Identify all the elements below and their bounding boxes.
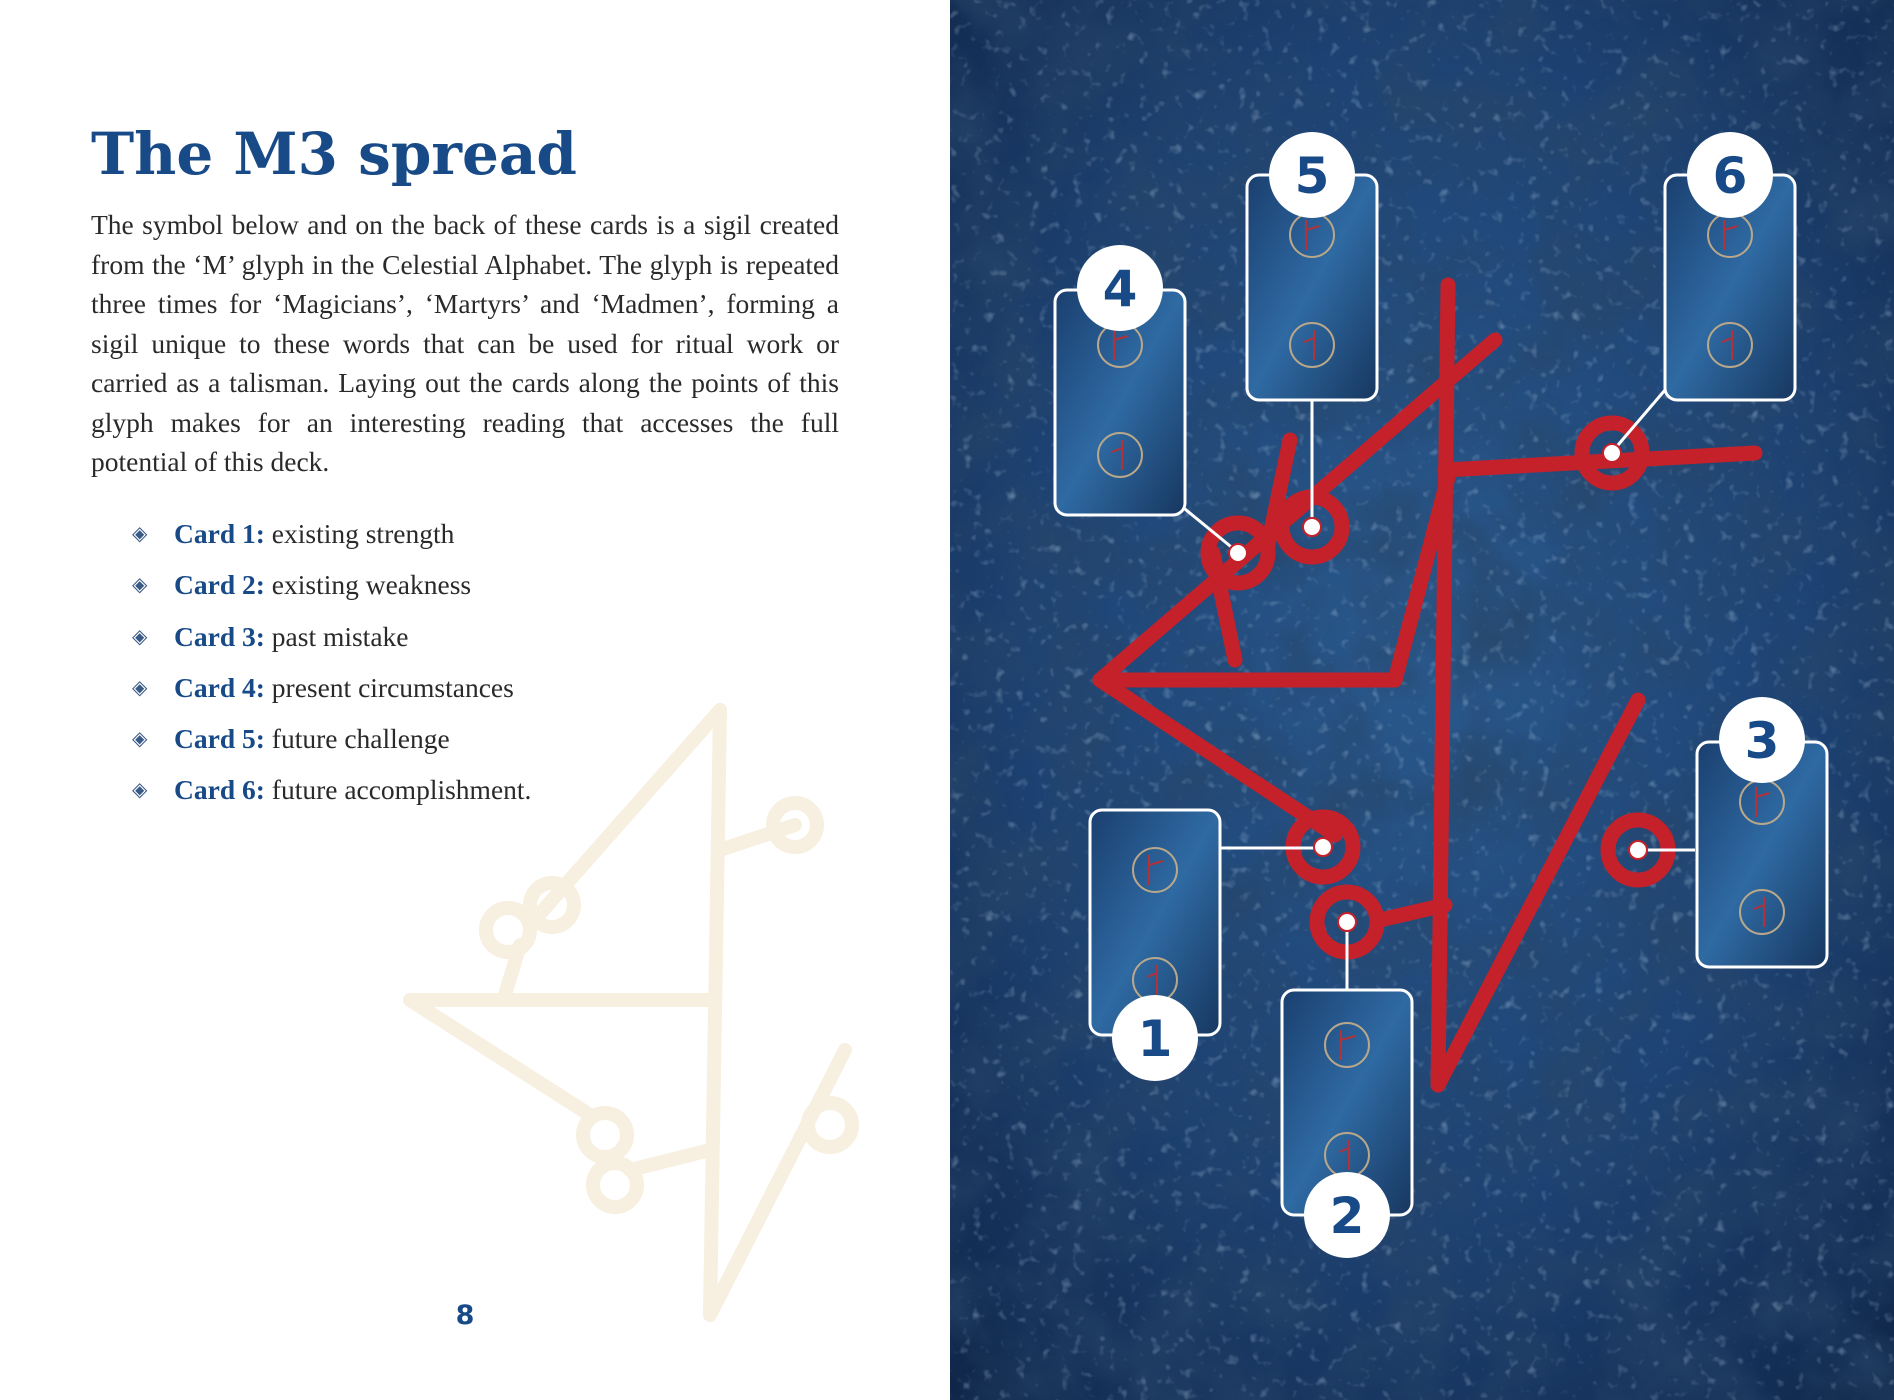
card-list-item-2 bbox=[132, 563, 531, 614]
card-label: Card 1: bbox=[174, 518, 265, 549]
card-meaning-list bbox=[132, 512, 531, 820]
card-label: Card 3: bbox=[174, 620, 265, 652]
card-list-item-3 bbox=[132, 615, 531, 666]
diamond-bullet-icon: ◈ bbox=[132, 625, 148, 648]
card-number: 6 bbox=[1712, 147, 1748, 205]
card-number: 2 bbox=[1329, 1187, 1365, 1245]
card-number: 1 bbox=[1137, 1010, 1173, 1068]
diamond-bullet-icon: ◈ bbox=[132, 574, 148, 597]
card-label: Card 5: bbox=[174, 723, 265, 755]
intro-paragraph: The symbol below and on the back of these cards is a sigil created from the ‘M’ glyph in the Celestial Alphabet. The glyph is repeated three times for ‘Magicians’, ‘Martyrs’ and ‘Madmen’, forming a sigil unique to these words that can be used for ritual work or carried as a talisman. Laying out the cards along the points of this glyph makes for an interesting reading that accesses the full potential of this deck. bbox=[91, 209, 839, 477]
card-list-item-1 bbox=[132, 512, 531, 563]
card-label: Card 6: bbox=[174, 774, 265, 806]
page-title: The M3 spread bbox=[91, 120, 577, 188]
card-meaning: present circumstances bbox=[271, 671, 514, 703]
card-meaning: past mistake bbox=[271, 620, 409, 652]
card-meaning: existing strength bbox=[271, 518, 455, 549]
card-number: 4 bbox=[1102, 260, 1138, 318]
m3-spread-diagram bbox=[950, 0, 1894, 1400]
right-page-illustration bbox=[950, 0, 1894, 1400]
card-meaning: existing weakness bbox=[271, 569, 472, 601]
card-list-item-6 bbox=[132, 768, 531, 819]
card-number: 3 bbox=[1744, 712, 1780, 770]
card-number: 5 bbox=[1294, 147, 1330, 205]
diamond-bullet-icon: ◈ bbox=[132, 523, 148, 545]
diamond-bullet-icon: ◈ bbox=[132, 779, 148, 802]
diamond-bullet-icon: ◈ bbox=[132, 728, 148, 751]
card-meaning: future challenge bbox=[271, 723, 450, 755]
diamond-bullet-icon: ◈ bbox=[132, 676, 148, 699]
page-number: 8 bbox=[455, 1300, 475, 1331]
card-meaning: future accomplishment. bbox=[271, 774, 532, 806]
card-label: Card 4: bbox=[174, 671, 265, 703]
card-list-item-5 bbox=[132, 717, 531, 768]
card-label: Card 2: bbox=[174, 569, 265, 601]
card-list-item-4 bbox=[132, 666, 531, 717]
